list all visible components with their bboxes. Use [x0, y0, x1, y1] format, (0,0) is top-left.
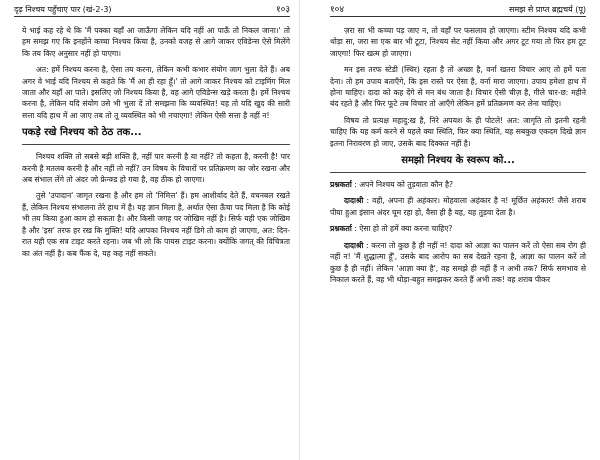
dialogue-line-1 [330, 179, 586, 190]
left-header-title: दृढ़ निश्चय पहुँचाए पार (खं-2-3) [14, 5, 112, 14]
speaker-label: दादाश्री [344, 196, 364, 206]
dialogue-text: : ऐसा हो तो हमें क्या करना चाहिए? [354, 224, 453, 234]
left-section-paragraph-2: तुसे 'उपादान' जागृत रखना है और हम तो 'निमित्त' हैं। हम आशीर्वाद देते हैं, वचनबल रखते हैं, लेकिन निश्चय संभालना तेरे हाथ में है। यह ज्ञान मिला है, अर्थात ऐसा ऊँचा पद मिला है कि कोई भी तय किया हुआ काम हो सकता है। और किसी जगह पर जोखिम नहीं है। सिर्फ यही एक जोखिम है और 'इस' तरफ हर रख कि मुक्ति! यदि आपका निश्चय नहीं डिगे तो काम हो जाएगा, अत: दिन-रात यही एक सत्र टाइट करते रहना। जब भी लो कि पायस टाइट करना। क्योंकि जगत् की विचित्रता का अंत नहीं है। कब फैंक दे, यह कह नहीं सकते। [22, 191, 290, 258]
right-page [300, 0, 600, 460]
left-running-header [14, 0, 290, 17]
dialogue-text: : वही, अपना ही अहंकार। मोहवाला अहंकार है न! मूर्छित अहंकार! जैसे शराब पीया हुआ इंसान अंदर घूम रहा हो, वैसा ही है यह, यह तुड़वा देता है। [330, 196, 586, 217]
right-paragraph-3: विषय तो प्रत्यक्ष महादु:ख है, निरे अपयश के ही पोटले! अत: जागृति तो इतनी रहनी चाहिए कि यह कर्म करने से पहले क्या स्थिति, फिर क्या स्थिति, यह सबकुछ एकदम दिखे ज्ञान इतना निरावरण हो जाए, उसके बाद दिक्कत नहीं है। [330, 115, 586, 148]
right-paragraph-1: ज़रा सा भी कच्चा पड़ जाए न, तो वहाँ पर फसलाव हो जाएगा। स्टीम निश्चय यदि कभी थोड़ा सा, जरा सा एक बार भी टूटा, निश्चय सेट नहीं किया और अगर टूट गया तो फिर हम टूट जाएगा! फिर खत्म हो जाएगा। [330, 26, 586, 58]
right-section-heading: समझो निश्चय के स्वरूप को... [401, 155, 515, 167]
left-paragraph-1: ये भाई कह रहे थे कि 'मैं पक्का यहाँ आ जाऊँगा लेकिन यदि नहीं आ पाऊँ तो निकल जाना।' तो हम समझ गए कि इनहोंने कच्चा निश्चय किया है, उनको वजह से आगे जाकर एविडेन्स ऐसे मिलेंगे कि तय किए अनुसार नहीं हो पाएगा। [22, 26, 290, 58]
speaker-label: दादाश्री [344, 240, 364, 250]
left-page-number: १०३ [275, 5, 290, 15]
speaker-label: प्रश्नकर्ता [330, 224, 352, 234]
dialogue-line-4 [330, 240, 586, 286]
left-heading-rule [22, 144, 290, 145]
right-heading-rule [330, 172, 586, 173]
dialogue-line-2 [330, 195, 586, 218]
dialogue-text: : करना तो कुछ है ही नहीं न! दादा को आज्ञा का पालन करें तो ऐसा सब रोग ही नहीं न! 'मैं शुद्धात्मा हूँ', उसके बाद आरोप का सब देखते रहना है, आज्ञा का पालन करें तो कुछ है ही नहीं। लेकिन 'आज्ञा क्या है', वह समझे ही नहीं हैं न अभी तक? सिर्फ समभाव से निकाल करते हैं, वह भी थोड़ा-बहुत समझकर करते हैं अभी तक! वह शराब पीकर [330, 240, 586, 284]
right-header-title: समझ से प्राप्त ब्रह्मचर्य (पू) [509, 5, 586, 14]
dialogue-line-3 [330, 223, 586, 234]
left-section-heading: पकड़े रखे निश्चय को ठेठ तक... [22, 127, 142, 139]
right-running-header [330, 0, 586, 17]
dialogue-text: : अपने निश्चय को तुड़वाता कौन है? [354, 180, 454, 190]
speaker-label: प्रश्नकर्ता [330, 180, 352, 190]
right-paragraph-2: मन इस तरफ स्टेडी (स्थिर) रहता है तो अच्छा है, वर्ना खतरा विचार आए तो हमें पता देना। तो हम उपाय बताएँगे, कि इस रास्ते पर ऐसा है, वर्ना मारा जाएगा। उपाय हमेशा हाथ में होना चाहिए। दादा को कह देंगे से मन बंध जाता है। विचार ऐसी चीज़ है, गीले चार-छ: महीने बंद रहते है और फिर फूटे तब विचार तो आएँगे लेकिन हमें प्रतिक्रमण कर लेना चाहिए। [330, 65, 586, 109]
left-paragraph-2: अत: हमें निश्चय करना है, ऐसा तय करना, लेकिन कभी कभार संयोग जाग भुला देते हैं। अब अगर वे भाई यदि निश्चय से कहते कि 'मैं आ ही रहा हूँ।' तो आगे जाकर निश्चय को टाइमिंग मिल जाता और यहाँ आ पाते। इसलिए जो निश्चय किया है, वह आगे एविडेन्स खड़े करता है। हमें निश्चय करना है, लेकिन यदि संयोग उसे भी भुला दें तो समझना कि व्यवस्थित! यह तो यदि खुद की सारी सत्ता यदि हाथ में आ जाए तब तो तू व्यवस्थित को भी नचाएगा! लेकिन ऐसी सत्ता है नहीं न! [22, 65, 290, 120]
right-page-number: १०४ [330, 5, 345, 15]
left-section-paragraph-1: निश्चय शक्ति तो सबसे बड़ी शक्ति है, नहीं पार करनी है या नहीं? तो कहता है, करनी है! पार करनी है मतलब करनी है और नहीं तो नहीं? उन विषय के विचारों पर प्रतिक्रमण का जोर रखना और अब संभाल लेंगे तो अंदर जो फ्रेन्क्ड हो गया है, वह ठीक हो जाएगा। [22, 152, 290, 185]
